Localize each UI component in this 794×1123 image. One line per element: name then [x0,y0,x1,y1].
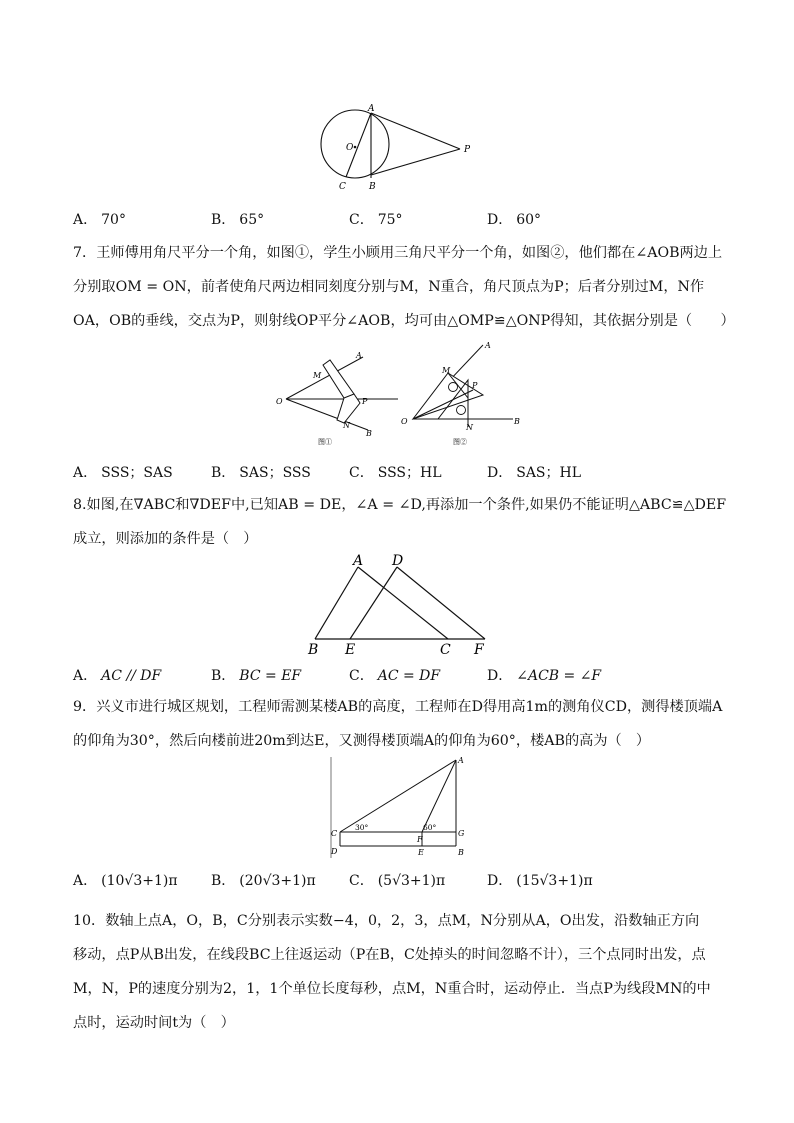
q6-option-a[interactable]: A． 70° [73,212,126,228]
q7-option-c[interactable]: C． SSS；HL [349,465,442,481]
q9-figure [325,755,475,860]
q9-options [73,870,763,894]
q9-label-f: F [417,835,423,844]
q7-figures [268,340,538,448]
q6-option-c[interactable]: C． 75° [349,212,403,228]
q8-label-f: F [474,642,484,657]
q9-line-1: 9．兴义市进行城区规划，工程师需测某楼AB的高度，工程师在D得用高1m的测角仪CD，测得楼顶端A [73,699,723,715]
q9-option-c-expr: (5√3+1)π [377,873,446,889]
q8-line-1: 8.如图,在∇ABC和∇DEF中,已知AB = DE，∠A = ∠D,再添加一个条件,如果仍不能证明△ABC≌△DEF [73,497,727,513]
q8-line-2: 成立，则添加的条件是（ ） [73,531,258,547]
q7-fig1-caption: 图① [318,438,332,446]
q10-stem [73,904,733,1040]
q8-label-b: B [308,642,319,657]
q10-line-4: 点时，运动时间t为（ ） [73,1015,235,1031]
q7-fig2-label-p: P [472,381,478,390]
q7-line-3: OA，OB的垂线，交点为P，则射线OP平分∠AOB，均可由△OMP≌△ONP得知，其依据分别是（ ） [73,313,735,329]
q7-fig2-label-m: M [442,366,451,375]
q7-fig2-label-n: N [466,423,473,432]
q6-label-o: O [346,143,354,153]
q8-figure [300,552,500,657]
q9-option-a[interactable]: A． (10√3+1)π [73,873,178,889]
q10-line-1: 10．数轴上点A，O，B，C分别表示实数−4，0，2，3，点M，N分别从A，O出发，沿数轴正方向 [73,913,700,929]
q6-figure [310,100,490,195]
q9-label-g: G [458,829,465,838]
q7-option-d[interactable]: D． SAS；HL [487,465,582,481]
q9-option-c[interactable]: C． (5√3+1)π [349,873,446,889]
q7-fig1-label-o: O [276,397,283,406]
q9-label-a: A [458,756,464,765]
q9-option-d[interactable]: D． (15√3+1)π [487,873,593,889]
q6-label-a: A [368,104,375,114]
q9-label-e: E [418,848,424,857]
q8-label-a: A [353,553,364,569]
q7-fig2-label-a: A [485,341,491,350]
q6-label-c: C [339,182,346,192]
q9-option-b-expr: (20√3+1)π [239,873,316,889]
q8-label-e: E [345,642,356,657]
q7-fig1-label-p: P [362,397,368,406]
q8-option-c[interactable]: C． AC = DF [349,668,441,684]
q10-line-2: 移动，点P从B出发，在线段BC上往返运动（P在B，C处掉头的时间忽略不计），三个点同时出发，点 [73,947,706,963]
q9-stem [73,690,733,758]
q6-option-b[interactable]: B． 65° [211,212,265,228]
q7-fig2-caption: 图② [453,438,467,446]
q9-label-angle30: 30° [355,823,369,832]
q7-stem [73,236,733,338]
q7-fig2-label-o: O [401,417,408,426]
q6-options [73,209,763,233]
q6-option-d[interactable]: D． 60° [487,212,542,228]
q7-fig1-label-a: A [356,351,362,360]
q8-option-b[interactable]: B． BC = EF [211,668,302,684]
q9-option-d-expr: (15√3+1)π [516,873,593,889]
q8-options [73,665,763,689]
q7-fig2-label-b: B [514,417,520,426]
q7-line-2: 分别取OM = ON，前者使角尺两边相同刻度分别与M，N重合，角尺顶点为P；后者分别过M，N作 [73,279,705,295]
q6-label-p: P [464,145,471,155]
q7-fig1-label-m: M [313,371,322,380]
q8-option-a[interactable]: A． AC // DF [73,668,162,684]
q9-option-a-expr: (10√3+1)π [101,873,178,889]
q9-label-b: B [458,848,464,857]
q8-option-d[interactable]: D． ∠ACB = ∠F [487,668,602,684]
q7-fig1-label-b: B [366,429,372,438]
q8-label-c: C [440,642,451,657]
q9-option-b[interactable]: B． (20√3+1)π [211,873,316,889]
q8-label-d: D [392,553,404,569]
q10-line-3: M，N，P的速度分别为2，1，1个单位长度每秒，点M，N重合时，运动停止．当点P为线段MN的中 [73,981,711,997]
q8-stem [73,488,733,556]
q9-label-d: D [331,847,338,856]
q7-fig1-label-n: N [343,421,350,430]
q7-option-b[interactable]: B． SAS；SSS [211,465,311,481]
q7-option-a[interactable]: A． SSS；SAS [73,465,173,481]
q7-line-1: 7．王师傅用角尺平分一个角，如图①，学生小顾用三角尺平分一个角，如图②，他们都在∠AOB两边上 [73,245,723,261]
q7-options [73,462,763,486]
q6-label-b: B [369,182,376,192]
q9-label-angle60: 60° [423,823,437,832]
q9-label-c: C [331,829,338,838]
q9-line-2: 的仰角为30°，然后向楼前进20m到达E，又测得楼顶端A的仰角为60°，楼AB的高为（ ） [73,733,651,749]
